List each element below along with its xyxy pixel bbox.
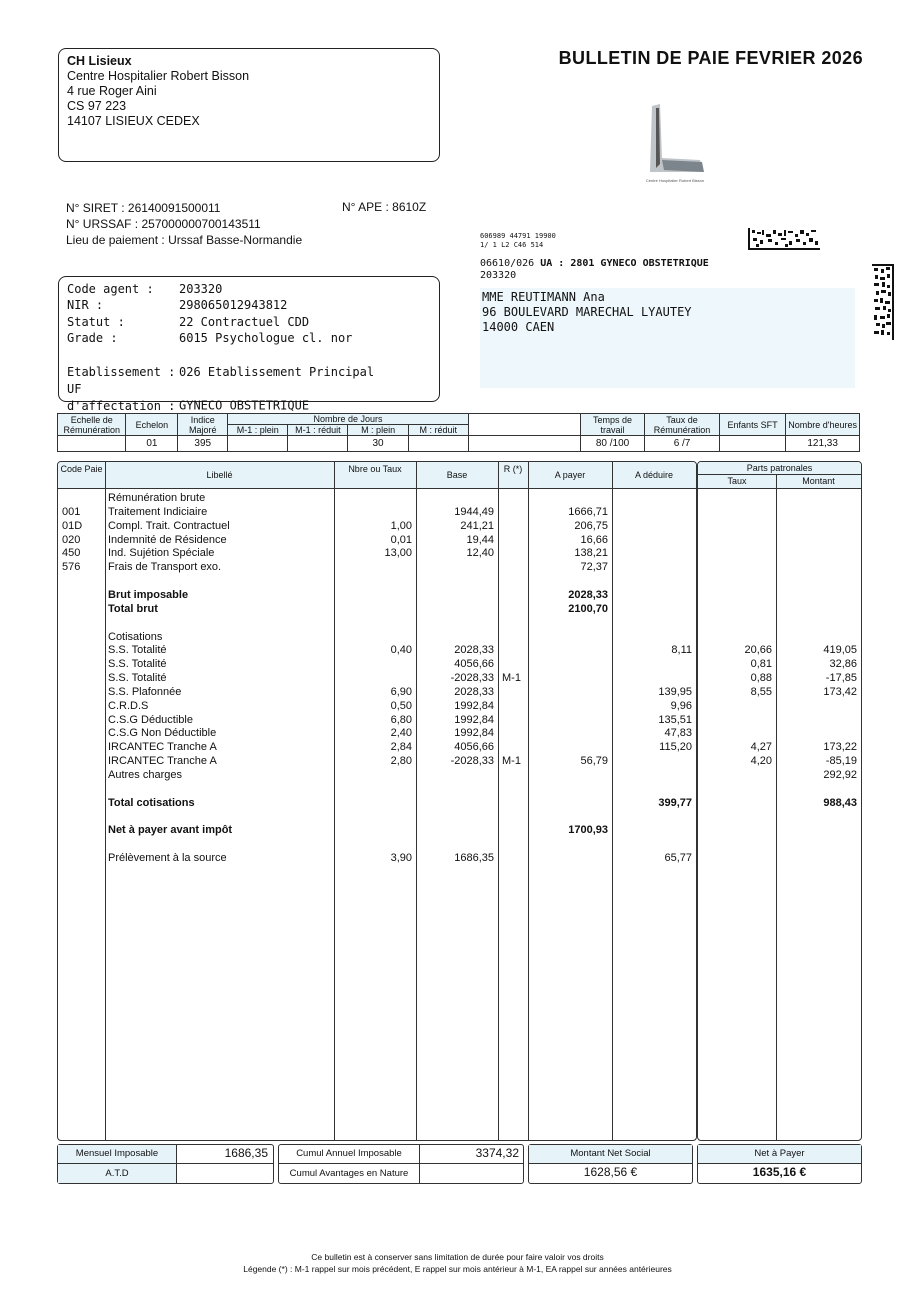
- agent-label: Statut :: [67, 315, 125, 329]
- employer-line: 14107 LISIEUX CEDEX: [67, 114, 200, 128]
- pay-code: 450: [62, 547, 81, 560]
- pay-line: [58, 546, 696, 560]
- col-r: R (*): [503, 464, 523, 474]
- pay-label: Brut imposable: [108, 588, 189, 601]
- pay-line: [58, 657, 696, 671]
- pay-line: [58, 810, 696, 824]
- pay-label: Net à payer avant impôt: [108, 824, 233, 837]
- agent-value: GYNECO OBSTETRIQUE: [179, 398, 310, 413]
- pay-nbre: 0,40: [390, 644, 412, 657]
- employer-contribution-line: [698, 630, 861, 644]
- parts-header: [698, 462, 861, 489]
- employer-amount: -17,85: [825, 672, 857, 685]
- employer-contribution-line: [698, 782, 861, 796]
- h-mplein: M : plein: [348, 425, 408, 436]
- agent-row: [67, 330, 352, 347]
- pay-line: [58, 630, 696, 644]
- pay-code: 020: [62, 533, 81, 546]
- pay-base: 1992,84: [454, 713, 494, 726]
- employer-amount: 292,92: [823, 769, 857, 781]
- employer-contribution-line: [698, 851, 861, 865]
- pay-deduction: 139,95: [658, 685, 692, 698]
- pay-base: 1686,35: [454, 852, 494, 865]
- agent-value: 203320: [179, 282, 223, 296]
- pay-label: S.S. Totalité: [108, 644, 167, 657]
- val-taux: 6 /7: [645, 436, 720, 452]
- recipient-name: MME REUTIMANN Ana: [482, 290, 605, 304]
- val-echelon: 01: [126, 436, 178, 452]
- col-nbre: Nbre ou Taux: [348, 464, 402, 474]
- pay-line: [58, 782, 696, 796]
- legend-line: Légende (*) : M-1 rappel sur mois précédent, E rappel sur mois antérieur à M-1, EA rappel sur années antérieures: [243, 1264, 672, 1274]
- employer-contribution-line: [698, 560, 861, 574]
- pay-label: IRCANTEC Tranche A: [108, 741, 217, 754]
- employer-contribution-line: [698, 491, 861, 505]
- col-montant: Montant: [802, 476, 835, 486]
- pay-label: IRCANTEC Tranche A: [108, 755, 217, 768]
- agent-box: [58, 276, 440, 413]
- employer-contribution-line: [698, 546, 861, 560]
- agent-row: [67, 314, 309, 331]
- agent-row: [67, 297, 287, 314]
- mensuel-label: Mensuel Imposable: [58, 1145, 177, 1164]
- employer-contributions-table: [697, 461, 862, 1141]
- col-taux: Taux: [727, 476, 747, 486]
- pay-label: C.R.D.S: [108, 699, 149, 712]
- recipient-city: 14000 CAEN: [482, 320, 555, 334]
- employer-line: Centre Hospitalier Robert Bisson: [67, 69, 250, 83]
- agent-value: 22 Contractuel CDD: [179, 315, 310, 329]
- employer-rate: 4,20: [750, 755, 772, 768]
- routing-codes: [480, 232, 556, 250]
- agent-label: Code agent :: [67, 282, 154, 296]
- pay-base: 241,21: [460, 519, 494, 532]
- col-apayer: A payer: [554, 470, 586, 480]
- pay-line: [58, 796, 696, 810]
- employer-contribution-line: [698, 519, 861, 533]
- h-m1reduit: M-1 : réduit: [288, 425, 348, 436]
- pay-label: Traitement Indiciaire: [108, 505, 208, 518]
- h-echelle: Echelle de Rémunération: [58, 414, 126, 436]
- employer-box: [58, 48, 440, 162]
- ua-prefix: 06610/026: [480, 258, 535, 269]
- routing-line: 606989 44791 19900: [480, 232, 556, 240]
- employer-rate: 8,55: [750, 685, 772, 698]
- h-nbjours: Nombre de Jours: [228, 414, 469, 425]
- pay-line: [58, 602, 696, 616]
- mensuel-box: [57, 1144, 274, 1184]
- pay-code: 576: [62, 561, 81, 574]
- datamatrix-code: [748, 228, 820, 250]
- pay-base: 1992,84: [454, 699, 494, 712]
- pay-deduction: 8,11: [671, 644, 692, 657]
- pay-base: -2028,33: [450, 755, 494, 768]
- h-echelon: Echelon: [126, 414, 178, 436]
- pay-amount: 2028,33: [568, 588, 608, 601]
- pay-label: Cotisations: [108, 630, 163, 643]
- employer-ids: [66, 200, 302, 248]
- routing-line: 1/ 1 L2 C46 514: [480, 241, 544, 249]
- mensuel-value: 1686,35: [224, 1146, 268, 1160]
- pay-line: [58, 643, 696, 657]
- h-taux: Taux de Rémunération: [645, 414, 720, 436]
- agent-label: UF d'affectation :: [67, 382, 176, 413]
- net-payer-box: [697, 1144, 862, 1184]
- net-social-value: 1628,56 €: [583, 1165, 638, 1179]
- logo-caption: Centre Hospitalier Robert Bisson: [645, 178, 705, 183]
- pay-label: Frais de Transport exo.: [108, 561, 222, 574]
- net-social-box: [528, 1144, 693, 1184]
- val-mplein: 30: [348, 436, 408, 452]
- datamatrix-code-vertical: [872, 264, 894, 340]
- employer-contribution-line: [698, 810, 861, 824]
- pay-nbre: 2,80: [390, 755, 412, 768]
- agent-label: Grade :: [67, 331, 118, 345]
- employer-contribution-line: [698, 574, 861, 588]
- lieu-paiement: Lieu de paiement : Urssaf Basse-Normandie: [66, 233, 303, 247]
- pay-base: -2028,33: [450, 672, 494, 685]
- pay-label: Ind. Sujétion Spéciale: [108, 547, 215, 560]
- agent-code-small: 203320: [480, 270, 517, 281]
- pay-label: Indemnité de Résidence: [108, 533, 227, 546]
- pay-code: 001: [62, 505, 81, 518]
- col-code: Code Paie: [60, 464, 103, 474]
- pay-line: [58, 519, 696, 533]
- pay-amount: 1700,93: [568, 824, 608, 837]
- agent-value: 026 Etablissement Principal: [179, 365, 375, 379]
- avantages-label: Cumul Avantages en Nature: [279, 1164, 420, 1183]
- pay-line: [58, 560, 696, 574]
- pay-amount: 16,66: [580, 533, 608, 546]
- pay-base: 19,44: [466, 533, 494, 546]
- col-adeduire: A déduire: [634, 470, 674, 480]
- pay-deduction: 9,96: [670, 699, 692, 712]
- recipient-street: 96 BOULEVARD MARECHAL LYAUTEY: [482, 305, 692, 319]
- h-heures: Nombre d'heures: [786, 414, 860, 436]
- employer-contribution-line: [698, 657, 861, 671]
- pay-label: Autres charges: [108, 769, 182, 781]
- pay-base: 1944,49: [454, 505, 494, 518]
- pay-label: Prélèvement à la source: [108, 852, 227, 865]
- employer-contribution-line: [698, 533, 861, 547]
- h-m1plein: M-1 : plein: [228, 425, 288, 436]
- employer-contribution-line: [698, 768, 861, 782]
- pay-line: [58, 685, 696, 699]
- hospital-logo: [630, 98, 720, 188]
- ua-label: UA : 2801 GYNECO OBSTETRIQUE: [540, 258, 709, 269]
- col-base: Base: [446, 470, 468, 480]
- pay-line: [58, 671, 696, 685]
- urssaf: N° URSSAF : 257000000700143511: [66, 217, 261, 231]
- pay-amount: 206,75: [574, 519, 608, 532]
- pay-line: [58, 588, 696, 602]
- pay-label: S.S. Totalité: [108, 658, 167, 671]
- employer-amount: 32,86: [829, 658, 857, 671]
- employer-contribution-line: [698, 643, 861, 657]
- net-payer-label: Net à Payer: [698, 1145, 861, 1164]
- agent-row: [67, 381, 309, 414]
- col-libelle: Libellé: [206, 470, 233, 480]
- pay-line: [58, 616, 696, 630]
- h-temps: Temps de travail: [580, 414, 644, 436]
- document-title: BULLETIN DE PAIE FEVRIER 2026: [558, 48, 863, 68]
- agent-row: [67, 364, 374, 381]
- legend-line: Ce bulletin est à conserver sans limitation de durée pour faire valoir vos droits: [311, 1252, 604, 1262]
- val-indice: 395: [178, 436, 228, 452]
- pay-deduction: 399,77: [658, 796, 692, 809]
- pay-base: 12,40: [466, 547, 494, 560]
- employer-rate: 0,88: [750, 672, 772, 685]
- pay-base: 2028,33: [454, 685, 494, 698]
- pay-line: [58, 699, 696, 713]
- pay-nbre: 3,90: [390, 852, 412, 865]
- employer-contribution-line: [698, 505, 861, 519]
- ape-code: N° APE : 8610Z: [342, 200, 427, 214]
- agent-label: Etablissement :: [67, 365, 176, 379]
- employer-rate: 20,66: [744, 644, 772, 657]
- pay-r: M-1: [502, 755, 521, 768]
- employer-contribution-line: [698, 602, 861, 616]
- pay-amount: 1666,71: [568, 505, 608, 518]
- pay-nbre: 1,00: [390, 519, 412, 532]
- remuneration-grid: [57, 413, 860, 452]
- ua-line: [480, 258, 709, 282]
- pay-line: [58, 505, 696, 519]
- pay-label: Total brut: [108, 602, 158, 615]
- employer-contribution-line: [698, 616, 861, 630]
- recipient-address: [480, 288, 855, 388]
- agent-value: 6015 Psychologue cl. nor: [179, 331, 353, 345]
- siret: N° SIRET : 26140091500011: [66, 201, 221, 215]
- pay-deduction: 135,51: [658, 713, 692, 726]
- pay-nbre: 6,80: [390, 713, 412, 726]
- table-header: [58, 462, 696, 489]
- employer-contribution-line: [698, 588, 861, 602]
- pay-line: [58, 574, 696, 588]
- pay-nbre: 0,01: [390, 533, 412, 546]
- pay-line: [58, 533, 696, 547]
- agent-value: 298065012943812: [179, 298, 288, 312]
- pay-base: 4056,66: [454, 658, 494, 671]
- employer-contribution-line: [698, 823, 861, 837]
- employer-contribution-line: [698, 726, 861, 740]
- pay-base: 1992,84: [454, 727, 494, 740]
- pay-line: [58, 740, 696, 754]
- pay-nbre: 2,40: [390, 727, 412, 740]
- employer-amount: 988,43: [823, 796, 857, 809]
- pay-amount: 2100,70: [568, 602, 608, 615]
- pay-line: [58, 837, 696, 851]
- employer-amount: -85,19: [825, 755, 857, 768]
- pay-amount: 72,37: [580, 561, 608, 574]
- pay-line: [58, 768, 696, 782]
- pay-nbre: 13,00: [384, 547, 412, 560]
- agent-row: [67, 281, 222, 298]
- pay-line: [58, 851, 696, 865]
- pay-label: Compl. Trait. Contractuel: [108, 519, 230, 532]
- pay-deduction: 65,77: [664, 852, 692, 865]
- pay-nbre: 0,50: [390, 699, 412, 712]
- h-enfants: Enfants SFT: [719, 414, 785, 436]
- employer-rate: 4,27: [750, 741, 772, 754]
- val-heures: 121,33: [786, 436, 860, 452]
- net-payer-value: 1635,16 €: [752, 1165, 807, 1179]
- employer-contribution-line: [698, 713, 861, 727]
- employer-contribution-line: [698, 699, 861, 713]
- employer-rate: 0,81: [750, 658, 772, 671]
- employer-amount: 173,22: [823, 741, 857, 754]
- pay-line: [58, 726, 696, 740]
- pay-amount: 56,79: [580, 755, 608, 768]
- pay-label: S.S. Plafonnée: [108, 685, 182, 698]
- pay-base: 4056,66: [454, 741, 494, 754]
- employer-name: CH Lisieux: [67, 54, 132, 68]
- employer-contribution-line: [698, 740, 861, 754]
- employer-amount: 419,05: [823, 644, 857, 657]
- val-temps: 80 /100: [580, 436, 644, 452]
- pay-label: C.S.G Non Déductible: [108, 727, 217, 740]
- employer-contribution-line: [698, 837, 861, 851]
- pay-line: [58, 823, 696, 837]
- employer-contribution-line: [698, 796, 861, 810]
- pay-label: Rémunération brute: [108, 492, 206, 504]
- employer-line: 4 rue Roger Aini: [67, 84, 157, 98]
- h-mreduit: M : réduit: [408, 425, 468, 436]
- cumul-value: 3374,32: [475, 1146, 519, 1160]
- atd-label: A.T.D: [58, 1164, 177, 1183]
- employer-amount: 173,42: [823, 685, 857, 698]
- pay-label: Total cotisations: [108, 796, 195, 809]
- pay-deduction: 115,20: [659, 741, 692, 754]
- pay-nbre: 2,84: [390, 741, 412, 754]
- employer-contribution-line: [698, 685, 861, 699]
- pay-nbre: 6,90: [390, 685, 412, 698]
- pay-r: M-1: [502, 672, 521, 685]
- agent-label: NIR :: [67, 298, 104, 312]
- pay-line: [58, 713, 696, 727]
- net-social-label: Montant Net Social: [529, 1145, 692, 1164]
- pay-base: 2028,33: [454, 644, 494, 657]
- pay-lines-table: [57, 461, 697, 1141]
- cumul-label: Cumul Annuel Imposable: [279, 1145, 420, 1163]
- pay-amount: 138,21: [574, 547, 608, 560]
- col-parts: Parts patronales: [746, 463, 813, 473]
- employer-contribution-line: [698, 671, 861, 685]
- h-indice: Indice Majoré: [178, 414, 228, 436]
- employer-line: CS 97 223: [67, 99, 127, 113]
- cumul-box: [278, 1144, 524, 1184]
- pay-deduction: 47,83: [664, 727, 692, 740]
- pay-line: [58, 491, 696, 505]
- pay-label: C.S.G Déductible: [108, 713, 193, 726]
- pay-line: [58, 754, 696, 768]
- employer-contribution-line: [698, 754, 861, 768]
- pay-label: S.S. Totalité: [108, 672, 167, 685]
- pay-code: 01D: [62, 519, 83, 532]
